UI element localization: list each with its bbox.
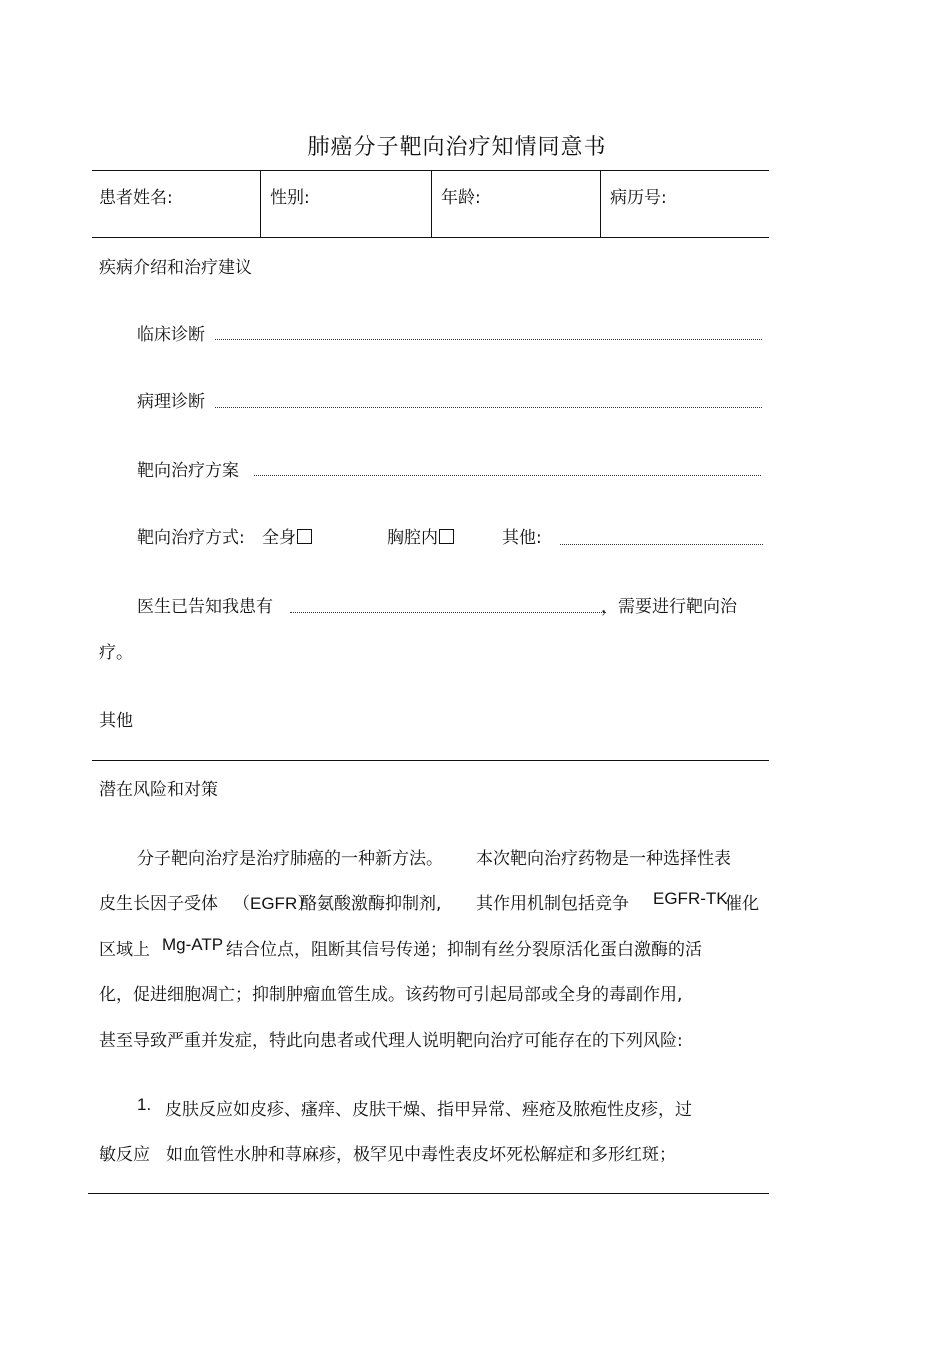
informed-text-cont: 疗。: [99, 643, 133, 663]
mode-other-label: 其他:: [502, 528, 542, 548]
clinical-diagnosis-field[interactable]: [215, 339, 762, 340]
list-item-line: 如血管性水肿和荨麻疹，极罕见中毒性表皮坏死松解症和多形红斑；: [166, 1145, 676, 1165]
informed-text: 医生已告知我患有: [137, 597, 273, 617]
record-no-label: 病历号:: [610, 188, 667, 208]
paragraph-line: 皮生长因子受体: [99, 894, 218, 914]
sex-label: 性别:: [270, 188, 310, 208]
header-divider: [431, 170, 432, 238]
paragraph-line: 催化: [725, 894, 759, 914]
section-divider: [92, 760, 769, 761]
therapy-plan-field[interactable]: [254, 475, 761, 476]
checkbox-icon[interactable]: [297, 529, 312, 544]
age-label: 年龄:: [441, 188, 481, 208]
mode-other-field[interactable]: [560, 544, 763, 545]
paragraph-line: EGFR-TK: [653, 889, 728, 908]
informed-text-suffix: ，需要进行靶向治: [601, 597, 737, 617]
pathology-diagnosis-field[interactable]: [215, 407, 762, 408]
paragraph-line: 区域上: [99, 940, 150, 960]
section-heading: 潜在风险和对策: [99, 780, 218, 800]
mode-systemic-label: 全身: [262, 528, 296, 548]
paragraph-line: 分子靶向治疗是治疗肺癌的一种新方法。: [137, 849, 443, 869]
mode-intrathoracic-label: 胸腔内: [387, 528, 438, 548]
clinical-diagnosis-label: 临床诊断: [137, 325, 205, 345]
bottom-rule: [88, 1193, 769, 1194]
pathology-diagnosis-label: 病理诊断: [137, 392, 205, 412]
other-label: 其他: [99, 711, 133, 731]
checkbox-icon[interactable]: [439, 529, 454, 544]
mode-systemic-option[interactable]: [262, 523, 312, 548]
paragraph-line: 结合位点，阻断其信号传递；抑制有丝分裂原活化蛋白激酶的活: [226, 940, 702, 960]
disease-field[interactable]: [290, 612, 606, 613]
header-divider: [260, 170, 261, 238]
paragraph-line: 其作用机制包括竞争: [476, 894, 629, 914]
section-heading: 疾病介绍和治疗建议: [99, 258, 252, 278]
paragraph-line: Mg-ATP: [162, 935, 224, 954]
paragraph-line: （EGFR）: [233, 894, 315, 913]
therapy-mode-label: 靶向治疗方式:: [137, 528, 245, 548]
paragraph-line: 甚至导致严重并发症，特此向患者或代理人说明靶向治疗可能存在的下列风险:: [99, 1031, 683, 1051]
header-divider: [600, 170, 601, 238]
list-item-line: 敏反应: [99, 1145, 150, 1165]
patient-name-label: 患者姓名:: [99, 188, 173, 208]
list-item-number: 1.: [137, 1095, 152, 1114]
list-item-line: 皮肤反应如皮疹、瘙痒、皮肤干燥、指甲异常、痤疮及脓疱性皮疹，过: [165, 1100, 692, 1120]
paragraph-line: 本次靶向治疗药物是一种选择性表: [476, 849, 731, 869]
paragraph-line: 化，促进细胞凋亡；抑制肿瘤血管生成。该药物可引起局部或全身的毒副作用,: [99, 985, 683, 1005]
page-title: 肺癌分子靶向治疗知情同意书: [307, 135, 607, 160]
paragraph-line: 酪氨酸激酶抑制剂,: [300, 894, 442, 914]
therapy-plan-label: 靶向治疗方案: [137, 461, 239, 481]
mode-intrathoracic-option[interactable]: [387, 523, 454, 548]
